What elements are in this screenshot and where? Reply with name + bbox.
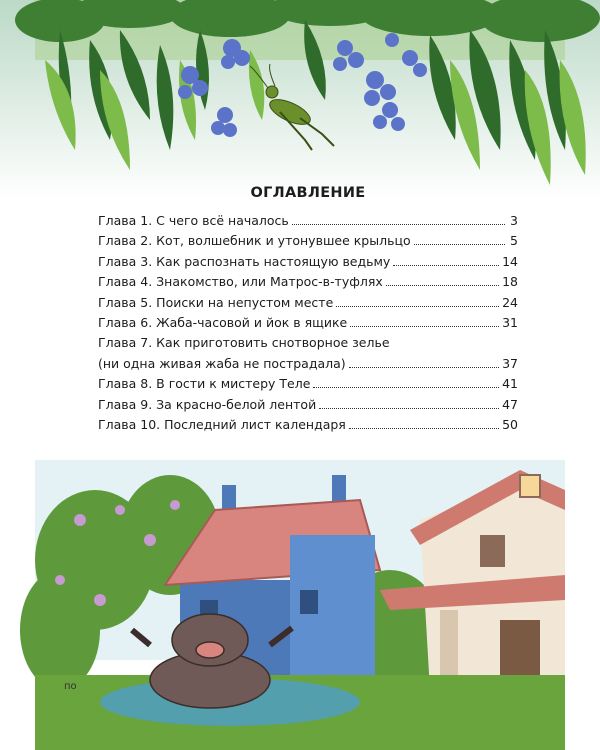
toc-entry: [98, 374, 518, 394]
toc-entry: [98, 231, 518, 251]
toc-leader: [336, 306, 499, 307]
toc-entry-page: 37: [502, 355, 518, 371]
toc-entry-page: 3: [510, 213, 518, 228]
toc-entry: [98, 272, 518, 292]
toc-leader: [319, 408, 499, 409]
toc-entry: [98, 395, 518, 415]
bottom-illustration: [0, 440, 600, 750]
toc-entry-page: 14: [502, 253, 518, 269]
toc-leader: [349, 428, 499, 429]
toc-leader: [386, 285, 499, 286]
toc-entry-label: Глава 1. С чего всё началось: [98, 213, 289, 228]
toc-entry: [98, 415, 518, 435]
toc-entry-page: 24: [502, 294, 518, 310]
toc-title: ОГЛАВЛЕНИЕ: [250, 185, 366, 201]
toc-leader: [393, 265, 499, 266]
toc-entry: [98, 252, 518, 272]
toc-entry-label: Глава 4. Знакомство, или Матрос-в-туфлях: [98, 274, 383, 290]
toc-entry: [98, 333, 518, 353]
toc-entry-label: Глава 5. Поиски на непустом месте: [98, 294, 334, 310]
toc-entry-page: 47: [502, 396, 518, 412]
toc-entry-label: Глава 3. Как распознать настоящую ведьму: [98, 253, 391, 269]
toc-entry-continuation: [98, 354, 518, 374]
toc-leader: [414, 244, 505, 245]
table-of-contents: [98, 184, 518, 435]
toc-leader: [349, 367, 499, 368]
toc-entry-page: 18: [502, 274, 518, 290]
toc-entry-page: 5: [510, 233, 518, 249]
toc-entry-label: Глава 6. Жаба-часовой и йок в ящике: [98, 314, 348, 330]
toc-leader: [350, 326, 499, 327]
toc-leader: [292, 224, 505, 225]
toc-entry: [98, 293, 518, 313]
page-number: по: [64, 681, 77, 692]
toc-entry-label: Глава 10. Последний лист календаря: [98, 416, 346, 432]
toc-entry: [98, 211, 518, 231]
toc-entry-label: Глава 7. Как приготовить снотворное зелье: [98, 335, 390, 351]
toc-leader: [313, 387, 499, 388]
toc-entry-label: (ни одна живая жаба не пострадала): [98, 355, 346, 371]
top-illustration: [0, 0, 600, 200]
toc-entry-label: Глава 2. Кот, волшебник и утонувшее крыльцо: [98, 233, 411, 249]
toc-entry-page: 50: [502, 416, 518, 432]
toc-entry: [98, 313, 518, 333]
toc-entry-page: 41: [502, 376, 518, 392]
toc-entry-page: 31: [502, 314, 518, 330]
toc-entry-label: Глава 9. За красно-белой лентой: [98, 396, 317, 412]
toc-entry-label: Глава 8. В гости к мистеру Теле: [98, 376, 311, 392]
